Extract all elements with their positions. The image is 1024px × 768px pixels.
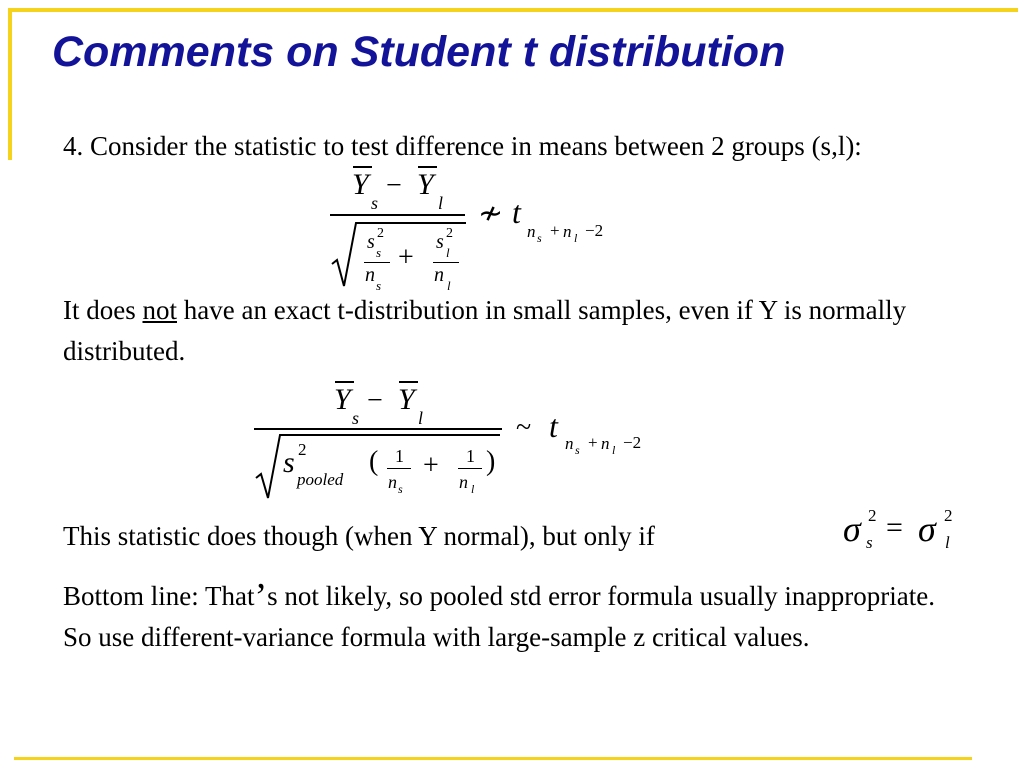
not-distributed-as-symbol: ≁ — [478, 197, 504, 230]
top-border — [8, 8, 1018, 12]
paragraph-condition: This statistic does though (when Y normal), but only if — [63, 521, 655, 551]
underlined-not: not — [142, 295, 177, 325]
main-fraction-bar — [330, 214, 465, 216]
mean-y-s: Y — [334, 383, 351, 416]
distributed-as-symbol: ~ — [516, 412, 532, 443]
mean-y-s: Y — [352, 168, 369, 201]
paragraph-bottom-line: Bottom line: That’s not likely, so pooled std error formula usually inappropriate. So use different-variance formula with large-sample z critical values. — [63, 576, 936, 652]
mean-y-l: Y — [417, 168, 434, 201]
paragraph-exact-t: It does not have an exact t-distribution in small samples, even if Y is normally distributed. — [63, 295, 907, 366]
left-border — [8, 8, 12, 160]
slide-title: Comments on Student t distribution — [52, 28, 786, 76]
main-fraction-bar — [254, 428, 502, 430]
mean-y-l: Y — [398, 383, 415, 416]
point-4-text: 4. Consider the statistic to test difference in means between 2 groups (s,l): — [63, 131, 862, 161]
bottom-border — [14, 757, 972, 760]
